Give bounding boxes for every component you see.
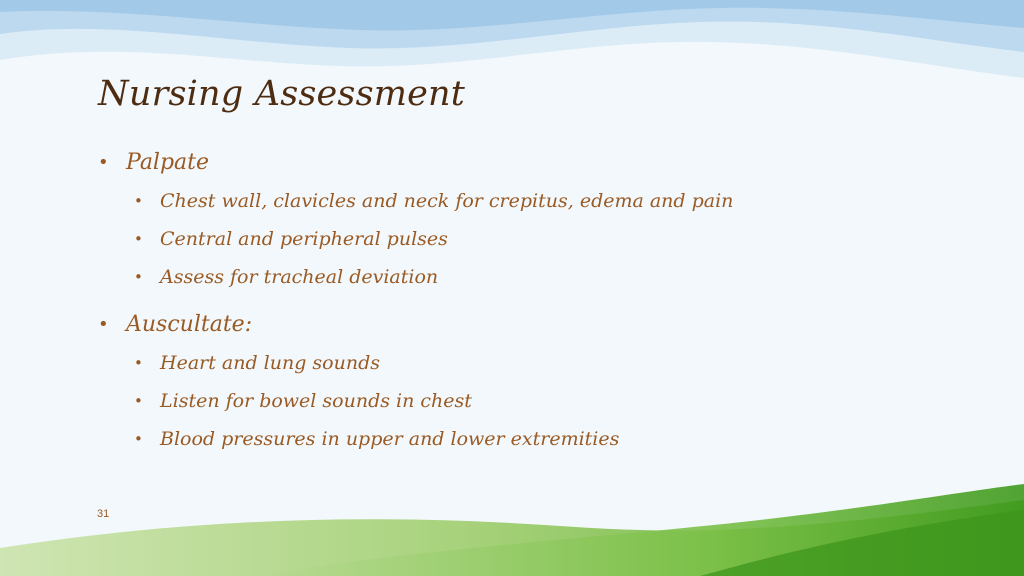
sub-bullet-item xyxy=(96,258,976,296)
sub-bullet-text: Assess for tracheal deviation xyxy=(160,266,439,288)
bullet-icon: • xyxy=(98,152,109,173)
bullet-text: Auscultate: xyxy=(126,312,253,337)
bullet-text: Palpate xyxy=(126,150,210,175)
top-wave-decoration xyxy=(0,0,1024,78)
bullet-list xyxy=(96,144,976,458)
sub-bullet-text: Chest wall, clavicles and neck for crepitus, edema and pain xyxy=(160,190,734,212)
sub-bullet-text: Listen for bowel sounds in chest xyxy=(160,390,472,412)
sub-bullet-text: Central and peripheral pulses xyxy=(160,228,448,250)
sub-bullet-item xyxy=(96,344,976,382)
sub-bullet-text: Heart and lung sounds xyxy=(160,352,380,374)
bullet-icon: • xyxy=(134,230,143,248)
bullet-item xyxy=(96,306,976,344)
page-number: 31 xyxy=(97,508,110,520)
bullet-icon: • xyxy=(134,192,143,210)
slide-title: Nursing Assessment xyxy=(98,74,466,114)
bullet-item xyxy=(96,144,976,182)
bullet-icon: • xyxy=(134,392,143,410)
sub-bullet-item xyxy=(96,382,976,420)
bullet-icon: • xyxy=(98,314,109,335)
bullet-icon: • xyxy=(134,268,143,286)
sub-bullet-item xyxy=(96,220,976,258)
bullet-icon: • xyxy=(134,430,143,448)
sub-bullet-item xyxy=(96,182,976,220)
bullet-icon: • xyxy=(134,354,143,372)
sub-bullet-item xyxy=(96,420,976,458)
green-hills-decoration xyxy=(0,484,1024,576)
sub-bullet-text: Blood pressures in upper and lower extremities xyxy=(160,428,620,450)
